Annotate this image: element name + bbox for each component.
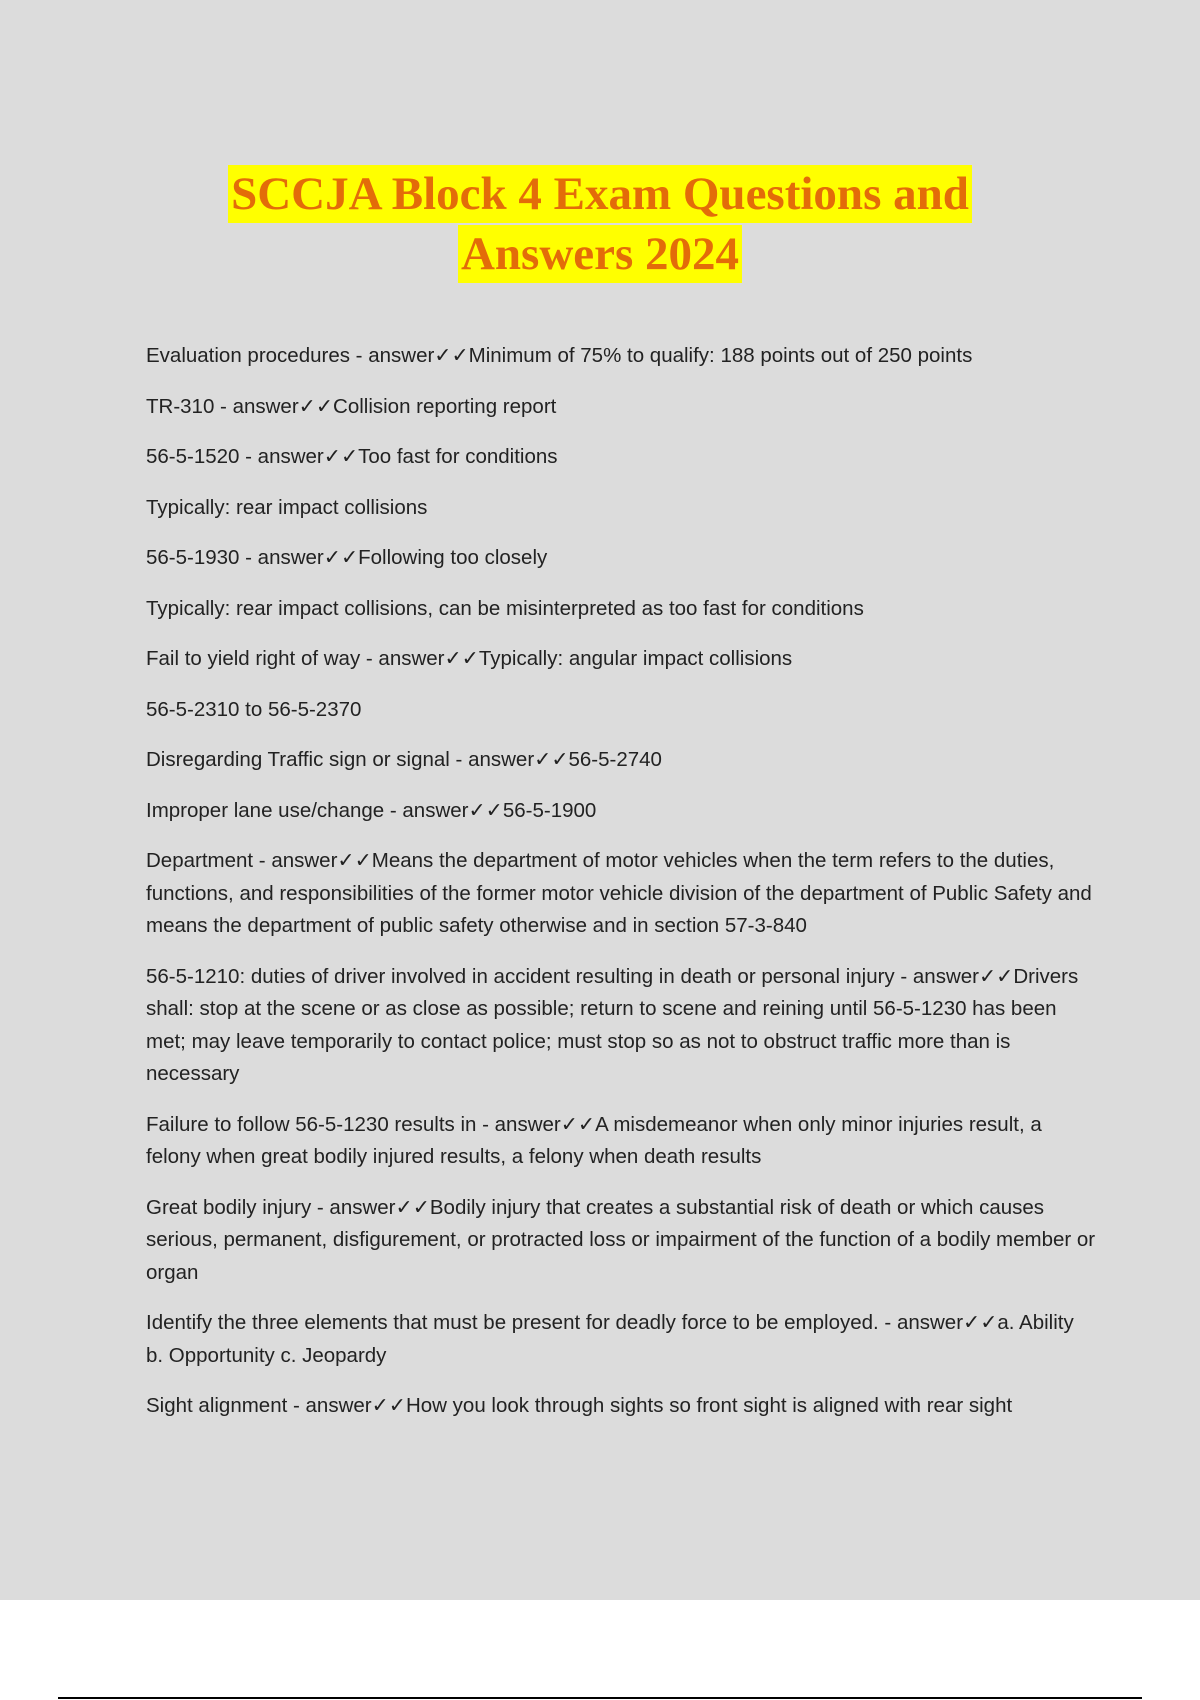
title-line-1: SCCJA Block 4 Exam Questions and bbox=[228, 165, 972, 223]
qa-entry-56-5-1930: 56-5-1930 - answer✓✓Following too closely bbox=[146, 546, 548, 569]
qa-note-rear-impact: Typically: rear impact collisions bbox=[146, 495, 428, 519]
qa-entry-fail-to-yield: Fail to yield right of way - answer✓✓Typically: angular impact collisions bbox=[146, 647, 793, 670]
title-line-2: Answers 2024 bbox=[458, 225, 742, 283]
qa-entry-disregarding-traffic-sign: Disregarding Traffic sign or signal - answer✓✓56-5-2740 bbox=[146, 748, 662, 771]
qa-entry-great-bodily-injury: Great bodily injury - answer✓✓Bodily injury that creates a substantial risk of death or which causes serious, permanent, disfigurement, or protracted loss or impairment of the function of a bodily member or organ bbox=[146, 1195, 1096, 1284]
qa-entry-department: Department - answer✓✓Means the department of motor vehicles when the term refers to the duties, functions, and responsibilities of the former motor vehicle division of the department of Public Safety and means the department of public safety otherwise and in section 57-3-840 bbox=[146, 849, 1092, 937]
qa-entry-deadly-force-elements: Identify the three elements that must be present for deadly force to be employed. - answer✓✓a. Ability b. Opportunity c. Jeopardy bbox=[146, 1311, 1074, 1367]
qa-list bbox=[146, 340, 1096, 1441]
qa-entry-sight-alignment: Sight alignment - answer✓✓How you look through sights so front sight is aligned with rear sight bbox=[146, 1394, 1013, 1417]
qa-entry-failure-56-5-1230: Failure to follow 56-5-1230 results in - answer✓✓A misdemeanor when only minor injuries result, a felony when great bodily injured results, a felony when death results bbox=[146, 1112, 1042, 1168]
qa-note-56-5-2310: 56-5-2310 to 56-5-2370 bbox=[146, 697, 362, 721]
qa-note-rear-impact-misinterpreted: Typically: rear impact collisions, can be misinterpreted as too fast for conditions bbox=[146, 596, 864, 620]
qa-entry-56-5-1210: 56-5-1210: duties of driver involved in accident resulting in death or personal injury - answer✓✓Drivers shall: stop at the scene or as close as possible; return to scene and reining until 56-5-1230 has been met; may leave temporarily to contact police; must stop so as not to obstruct traffic more than is necessary bbox=[146, 964, 1079, 1085]
qa-entry-56-5-1520: 56-5-1520 - answer✓✓Too fast for conditions bbox=[146, 445, 558, 468]
document-title bbox=[0, 165, 1200, 285]
footer-divider bbox=[58, 1697, 1142, 1699]
qa-entry-improper-lane-use: Improper lane use/change - answer✓✓56-5-1900 bbox=[146, 798, 597, 822]
qa-entry-tr-310: TR-310 - answer✓✓Collision reporting report bbox=[146, 394, 557, 418]
qa-entry-evaluation-procedures: Evaluation procedures - answer✓✓Minimum of 75% to qualify: 188 points out of 250 points bbox=[146, 344, 973, 367]
